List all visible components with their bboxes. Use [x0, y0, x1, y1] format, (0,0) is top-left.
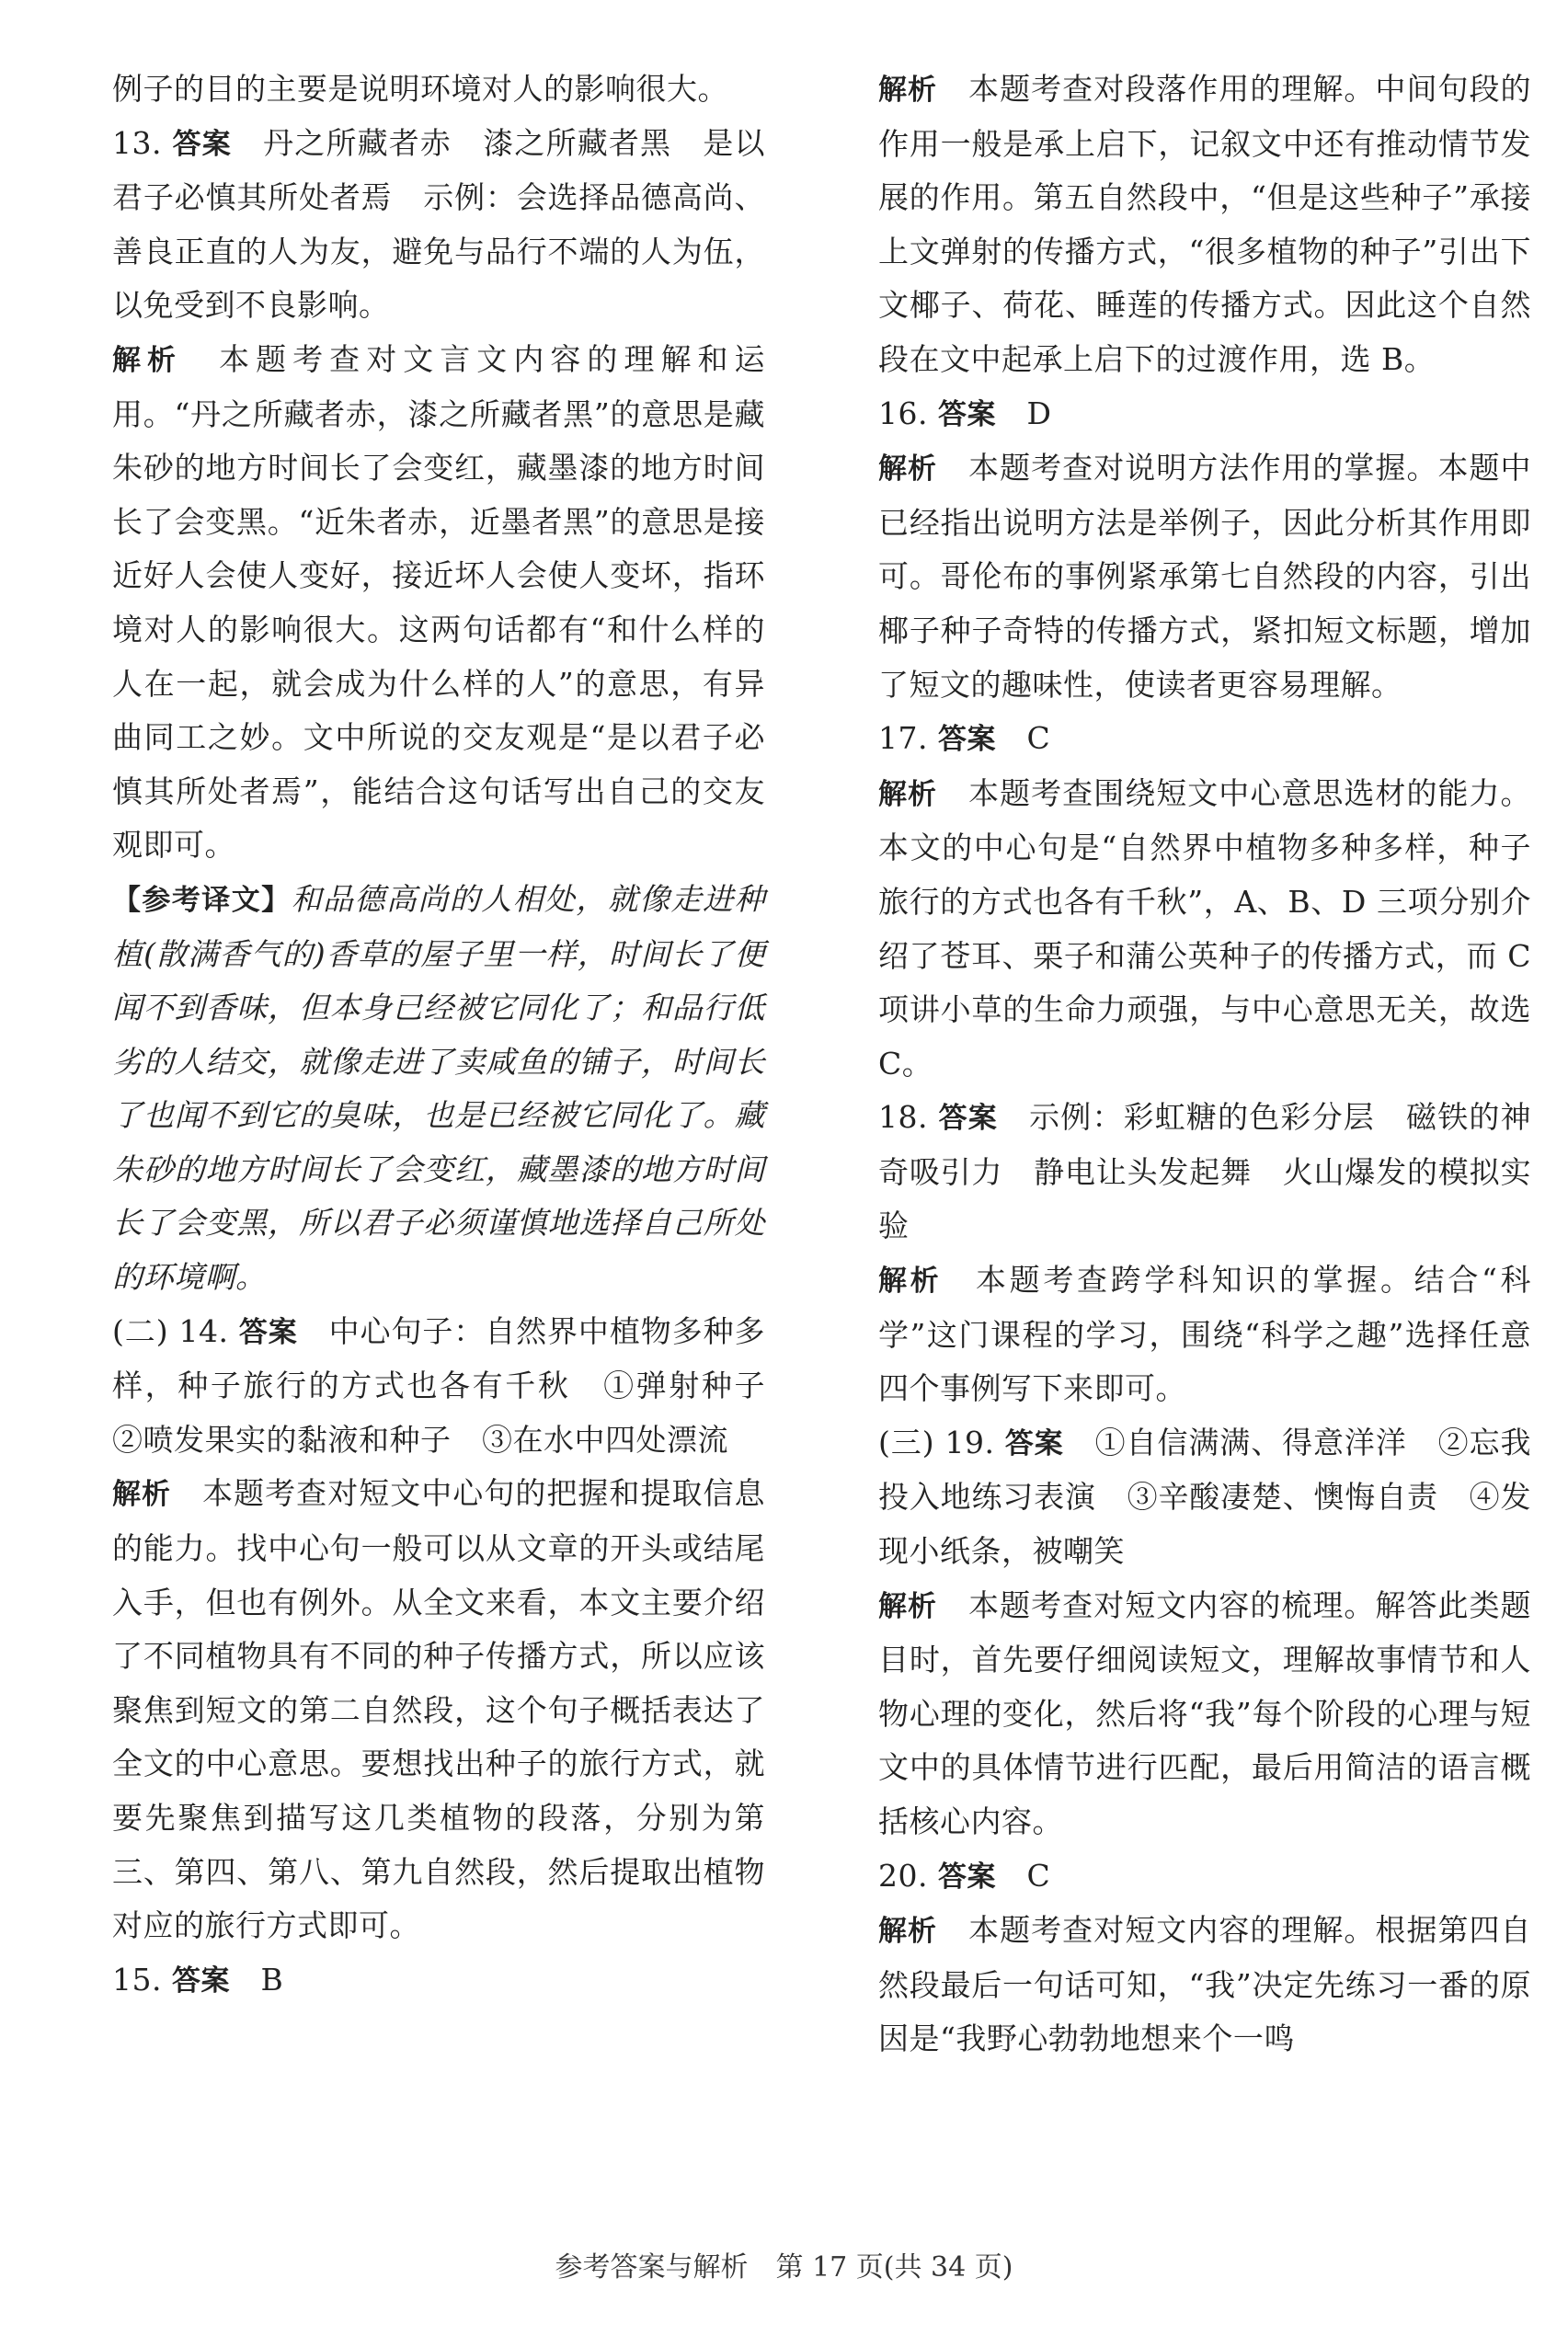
- analysis-text: 本题考查围绕短文中心意思选材的能力。本文的中心句是“自然界中植物多种多样，种子旅行的方式也各有千秋”，A、B、D 三项分别介绍了苍耳、栗子和蒲公英种子的传播方式，而 C 项讲小草的生命力顽强，与中心意思无关，故选 C。: [878, 774, 1532, 1082]
- answer-text: D: [1026, 395, 1052, 431]
- analysis-label: 解析: [878, 74, 938, 107]
- analysis-label: 解析: [878, 777, 938, 811]
- analysis-16: [878, 441, 1531, 712]
- analysis-label: 解析: [112, 343, 183, 377]
- answer-16: [878, 387, 1531, 442]
- answer-13: [112, 117, 765, 333]
- question-number: (二) 14.: [112, 1312, 229, 1349]
- analysis-18: [878, 1254, 1531, 1416]
- analysis-text: 本题考查跨学科知识的掌握。结合“科学”这门课程的学习，围绕“科学之趣”选择任意四个事例写下来即可。: [878, 1262, 1532, 1407]
- analysis-label: 解析: [878, 1915, 938, 1949]
- question-number: (三) 19.: [878, 1424, 995, 1460]
- question-number: 15.: [112, 1961, 162, 1998]
- page-footer: 参考答案与解析 第 17 页(共 34 页): [555, 2251, 1013, 2284]
- translation-label: 【参考译文】: [112, 883, 292, 917]
- analysis-13: [112, 333, 765, 873]
- analysis-20: [878, 1904, 1531, 2067]
- answer-text: C: [1026, 1857, 1051, 1894]
- answer-18: [878, 1091, 1531, 1254]
- analysis-text: 本题考查对文言文内容的理解和运用。“丹之所藏者赤，漆之所藏者黑”的意思是藏朱砂的地方时间长了会变红，藏墨漆的地方时间长了会变黑。“近朱者赤，近墨者黑”的意思是接近好人会使人变好，接近坏人会使人变坏，指环境对人的影响很大。这两句话都有“和什么样的人在一起，就会成为什么样的人”的意思，有异曲同工之妙。文中所说的交友观是“是以君子必慎其所处者焉”，能结合这句话写出自己的交友观即可。: [112, 340, 766, 864]
- answer-20: [878, 1849, 1531, 1905]
- analysis-19: [878, 1579, 1531, 1849]
- analysis-text: 本题考查对说明方法作用的掌握。本题中已经指出说明方法是举例子，因此分析其作用即可。哥伦布的事例紧承第七自然段的内容，引出椰子种子奇特的传播方式，紧扣短文标题，增加了短文的趣味性，使读者更容易理解。: [878, 450, 1532, 703]
- reference-translation: [112, 873, 765, 1305]
- analysis-text: 本题考查对段落作用的理解。中间句段的作用一般是承上启下，记叙文中还有推动情节发展的作用。第五自然段中，“但是这些种子”承接上文弹射的传播方式，“很多植物的种子”引出下文椰子、荷花、睡莲的传播方式。因此这个自然段在文中起承上启下的过渡作用，选 B。: [878, 71, 1532, 377]
- answer-text: B: [260, 1961, 284, 1998]
- answer-label: 答案: [938, 1102, 998, 1136]
- answer-text: ①自信满满、得意洋洋 ②忘我投入地练习表演 ③辛酸凄楚、懊悔自责 ④发现小纸条，被嘲笑: [878, 1424, 1531, 1570]
- answer-19: [878, 1416, 1531, 1579]
- question-number: 17.: [878, 720, 928, 757]
- answer-text: C: [1026, 720, 1051, 757]
- question-number: 18.: [878, 1099, 928, 1136]
- paragraph: [112, 63, 765, 117]
- question-number: 13.: [112, 124, 162, 161]
- question-number: 20.: [878, 1857, 928, 1894]
- answer-text: 中心句子：自然界中植物多种多样，种子旅行的方式也各有千秋 ①弹射种子 ②喷发果实的黏液和种子 ③在水中四处漂流: [112, 1312, 796, 1458]
- answer-15: [112, 1953, 765, 2009]
- analysis-label: 解析: [878, 1589, 938, 1623]
- answer-label: 答案: [1004, 1426, 1064, 1460]
- answer-label: 答案: [171, 1963, 230, 1998]
- left-column: [112, 63, 796, 2008]
- analysis-17: [878, 767, 1531, 1092]
- analysis-15: [878, 63, 1531, 387]
- answer-14: [112, 1305, 796, 1468]
- analysis-text: 本题考查对短文内容的梳理。解答此类题目时，首先要仔细阅读短文，理解故事情节和人物心理的变化，然后将“我”每个阶段的心理与短文中的具体情节进行匹配，最后用简洁的语言概括核心内容。: [878, 1586, 1532, 1839]
- answer-label: 答案: [937, 723, 996, 757]
- question-number: 16.: [878, 395, 928, 431]
- right-column: [878, 63, 1531, 2067]
- paragraph-text: 例子的目的主要是说明环境对人的影响很大。: [112, 71, 728, 107]
- answer-label: 答案: [937, 397, 996, 431]
- analysis-text: 本题考查对短文内容的理解。根据第四自然段最后一句话可知，“我”决定先练习一番的原因是“我野心勃勃地想来个一鸣: [878, 1912, 1532, 2057]
- analysis-label: 解析: [878, 1265, 943, 1299]
- answer-label: 答案: [172, 127, 232, 161]
- answer-text: 丹之所藏者赤 漆之所藏者黑 是以君子必慎其所处者焉 示例：会选择品德高尚、善良正直的人为友，避免与品行不端的人为伍，以免受到不良影响。: [112, 124, 766, 324]
- answer-label: 答案: [238, 1315, 298, 1349]
- answer-label: 答案: [937, 1860, 996, 1894]
- analysis-label: 解析: [112, 1478, 172, 1512]
- answer-17: [878, 712, 1531, 767]
- answer-text: 示例：彩虹糖的色彩分层 磁铁的神奇吸引力 静电让头发起舞 火山爆发的模拟实验: [878, 1099, 1532, 1244]
- translation-text: 和品德高尚的人相处，就像走进种植(散满香气的)香草的屋子里一样，时间长了便闻不到香味，但本身已经被它同化了；和品行低劣的人结交，就像走进了卖咸鱼的铺子，时间长了也闻不到它的臭味，也是已经被它同化了。藏朱砂的地方时间长了会变红，藏墨漆的地方时间长了会变黑，所以君子必须谨慎地选择自己所处的环境啊。: [112, 880, 766, 1296]
- analysis-label: 解析: [878, 452, 938, 487]
- analysis-text: 本题考查对短文中心句的把握和提取信息的能力。找中心句一般可以从文章的开头或结尾入手，但也有例外。从全文来看，本文主要介绍了不同植物具有不同的种子传播方式，所以应该聚焦到短文的第二自然段，这个句子概括表达了全文的中心意思。要想找出种子的旅行方式，就要先聚焦到描写这几类植物的段落，分别为第三、第四、第八、第九自然段，然后提取出植物对应的旅行方式即可。: [112, 1475, 766, 1944]
- analysis-14: [112, 1467, 765, 1952]
